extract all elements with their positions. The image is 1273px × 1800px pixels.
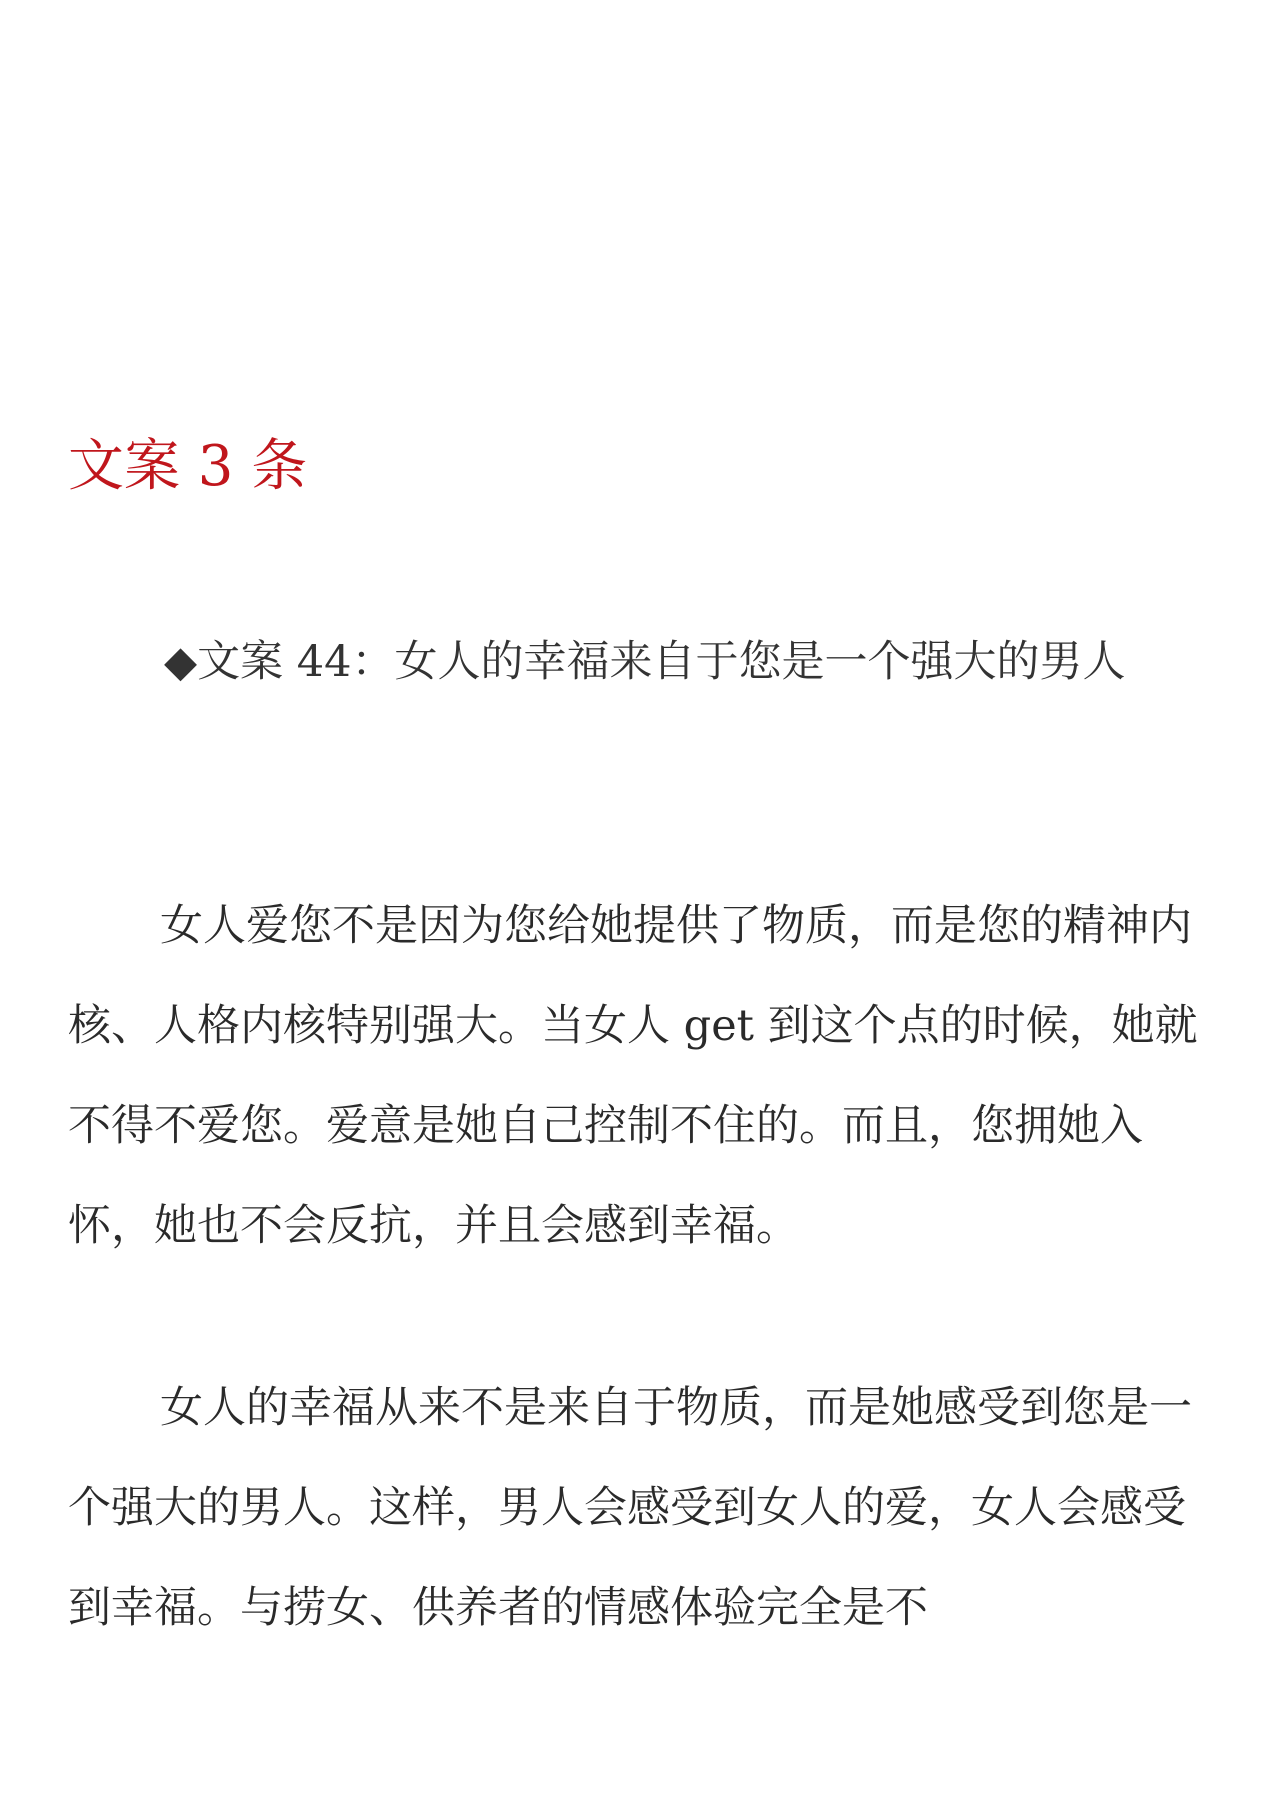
body-paragraph-2: 女人的幸福从来不是来自于物质，而是她感受到您是一个强大的男人。这样，男人会感受到女人的爱，女人会感受到幸福。与捞女、供养者的情感体验完全是不 [68, 1383, 1192, 1633]
copy-subtitle: ◆文案 44：女人的幸福来自于您是一个强大的男人 [164, 637, 1126, 687]
section-heading: 文案 3 条 [68, 434, 308, 499]
body-paragraph-1: 女人爱您不是因为您给她提供了物质，而是您的精神内核、人格内核特别强大。当女人 get 到这个点的时候，她就不得不爱您。爱意是她自己控制不住的。而且，您拥她入怀，她也不会反抗，并且会感到幸福。 [68, 901, 1198, 1251]
